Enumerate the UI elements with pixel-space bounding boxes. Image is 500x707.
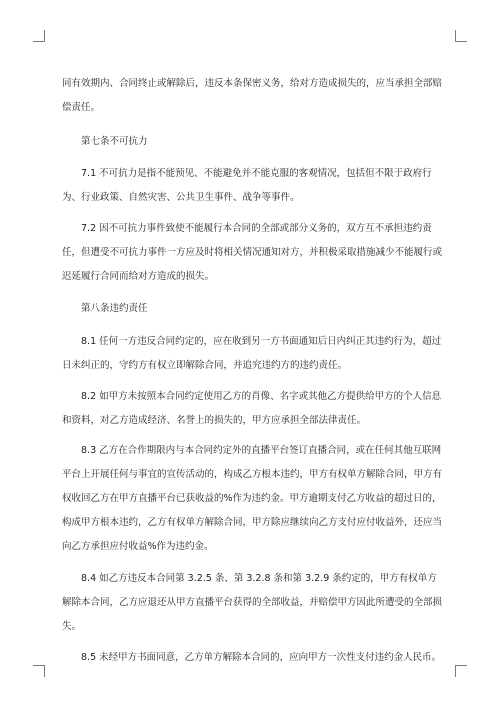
crop-mark-top-left (33, 30, 45, 42)
section-heading-breach-liability: 第八条违约责任 (81, 303, 148, 314)
paragraph-confidentiality-continuation: 同有效期内、合同终止或解除后，违反本条保密义务，给对方造成损失的，应当承担全部赔偿责任。 (62, 78, 443, 113)
crop-mark-bottom-left (33, 665, 45, 677)
document-body (62, 72, 442, 670)
paragraph-8-2: 8.2 如甲方未按照本合同约定使用乙方的肖像、名字或其他乙方提供给甲方的个人信息和资料，对乙方造成经济、名誉上的损失的，甲方应承担全部法律责任。 (62, 391, 442, 426)
paragraph-8-1: 8.1 任何一方违反合同约定的，应在收到另一方书面通知后日内纠正其违约行为，超过日未纠正的，守约方有权立即解除合同，并追究违约方的违约责任。 (62, 336, 442, 371)
crop-mark-top-right (455, 30, 467, 42)
paragraph-7-1: 7.1 不可抗力是指不能预见、不能避免并不能克服的客观情况，包括但不限于政府行为、行业政策、自然灾害、公共卫生事件、战争等事件。 (62, 168, 432, 203)
paragraph-8-4: 8.4 如乙方违反本合同第 3.2.5 条、第 3.2.8 条和第 3.2.9 条约定的，甲方有权单方解除本合同，乙方应退还从甲方直播平台获得的全部收益，并赔偿甲方因此所遭受的全部损失。 (62, 573, 443, 632)
paragraph-8-3: 8.3 乙方在合作期限内与本合同约定外的直播平台签订直播合同，或在任何其他互联网平台上开展任何与事宜的宣传活动的，构成乙方根本违约，甲方有权单方解除合同，甲方有权收回乙方在甲方直播平台已获收益的%作为违约金。甲方逾期支付乙方收益的超过日的，构成甲方根本违约，乙方有权单方解除合同，甲方除应继续向乙方支付应付收益外，还应当向乙方承担应付收益%作为违约金。 (62, 445, 443, 552)
paragraph-8-5: 8.5 未经甲方书面同意，乙方单方解除本合同的，应向甲方一次性支付违约金人民币。 (81, 652, 442, 663)
paragraph-7-2: 7.2 因不可抗力事件致使不能履行本合同的全部或部分义务的，双方互不承担违约责任，但遭受不可抗力事件一方应及时将相关情况通知对方，并积极采取措施减少不能履行或迟延履行合同而给对方造成的损失。 (62, 223, 443, 282)
section-heading-force-majeure: 第七条不可抗力 (81, 136, 148, 147)
crop-mark-bottom-right (455, 665, 467, 677)
